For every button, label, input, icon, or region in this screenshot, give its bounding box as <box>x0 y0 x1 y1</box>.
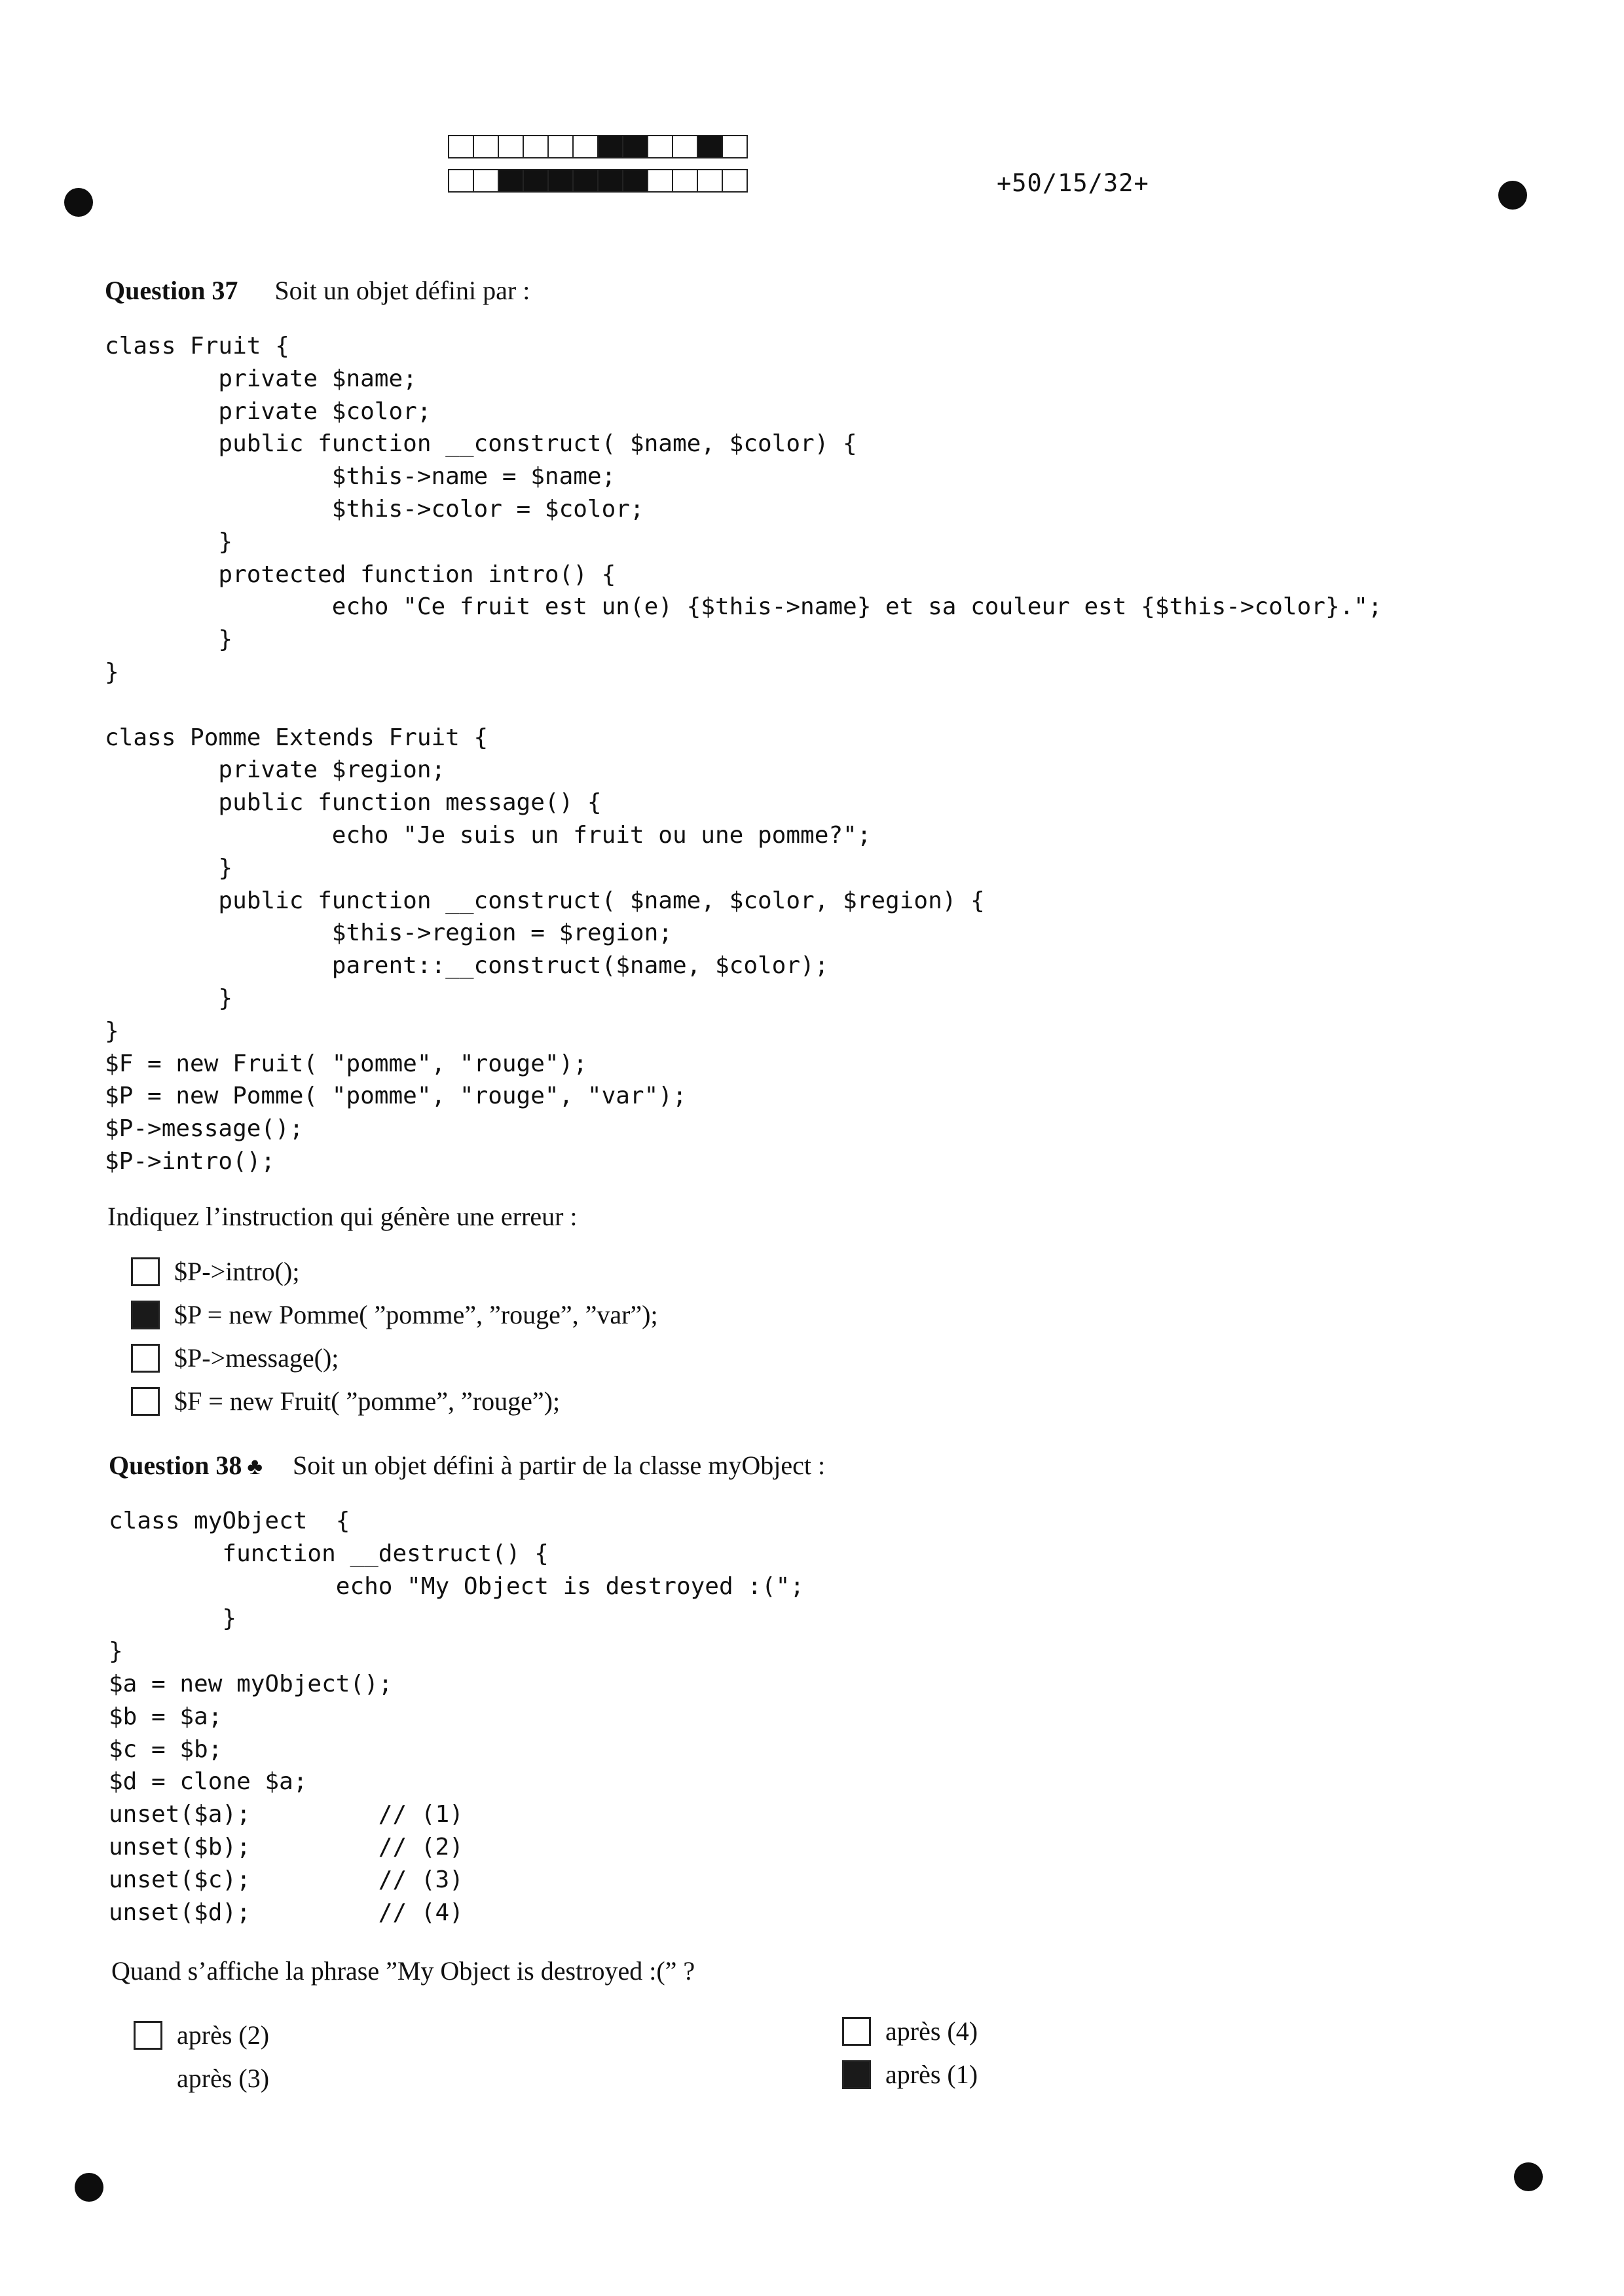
grid-cell-empty <box>523 135 549 158</box>
grid-cell-filled <box>498 169 524 193</box>
grid-cell-empty <box>448 169 474 193</box>
question-label: Question 38 <box>109 1451 242 1480</box>
q38-choice-2[interactable] <box>134 2063 269 2094</box>
choice-label: après (4) <box>885 2016 978 2046</box>
question-37-prompt: Indiquez l’instruction qui génère une erreur : <box>107 1202 578 1231</box>
grid-cell-empty <box>672 135 698 158</box>
checkbox[interactable] <box>134 2021 162 2050</box>
id-code-grid-bottom <box>448 169 747 193</box>
choice-label: $F = new Fruit( ”pomme”, ”rouge”); <box>174 1386 561 1416</box>
question-37-code: class Fruit { private $name; private $color; public function __construct( $name, $color) { $this->name = $name; $this->color = $color; } protected function intro() { echo "Ce fruit est un(e) {$this->name} et sa couleur est {$this->color}."; } } class Pomme Extends Fruit { private $region; public function message() { echo "Je suis un fruit ou une pomme?"; } public function __construct( $name, $color, $region) { $this->region = $region; parent::__construct($name, $color); } } $F = new Fruit( "pomme", "rouge"); $P = new Pomme( "pomme", "rouge", "var"); $P->message(); $P->intro(); <box>105 333 1382 1175</box>
question-38-header <box>109 1450 825 1481</box>
grid-cell-empty <box>672 169 698 193</box>
q38-choice-3[interactable] <box>842 2016 978 2046</box>
choice-label: après (2) <box>177 2020 270 2050</box>
registration-mark-top-right <box>1498 181 1527 210</box>
q38-choice-1[interactable] <box>134 2020 269 2050</box>
registration-mark-bottom-left <box>75 2173 103 2202</box>
question-text: Soit un objet défini à partir de la classe myObject : <box>292 1451 826 1480</box>
grid-cell-filled <box>547 169 574 193</box>
grid-cell-empty <box>572 135 599 158</box>
grid-cell-empty <box>547 135 574 158</box>
question-38-prompt: Quand s’affiche la phrase ”My Object is destroyed :(” ? <box>111 1956 695 1986</box>
question-label: Question 37 <box>105 276 238 305</box>
grid-cell-empty <box>473 135 499 158</box>
checkbox-checked[interactable] <box>131 1301 160 1329</box>
checkbox[interactable] <box>131 1257 160 1286</box>
page-id: +50/15/32+ <box>997 169 1149 197</box>
id-code-grid-top <box>448 135 747 158</box>
choice-label: après (1) <box>885 2060 978 2089</box>
q37-choice-3[interactable] <box>131 1342 339 1373</box>
choice-label: $P = new Pomme( ”pomme”, ”rouge”, ”var”); <box>174 1300 658 1329</box>
grid-cell-empty <box>647 135 673 158</box>
grid-cell-empty <box>722 169 748 193</box>
registration-mark-bottom-right <box>1514 2162 1543 2191</box>
question-37-header <box>105 275 530 306</box>
question-38-code: class myObject { function __destruct() { echo "My Object is destroyed :("; } } $a = new myObject(); $b = $a; $c = $b; $d = clone $a; unset($a); // (1) unset($b); // (2) unset($c); // (3) unset($d); // (4) <box>109 1508 805 1926</box>
q37-choice-1[interactable] <box>131 1256 299 1287</box>
choice-label: après (3) <box>177 2064 270 2093</box>
grid-cell-filled <box>597 169 623 193</box>
grid-cell-empty <box>647 169 673 193</box>
q37-choice-2[interactable] <box>131 1299 658 1330</box>
checkbox[interactable] <box>842 2017 871 2046</box>
grid-cell-filled <box>597 135 623 158</box>
grid-cell-empty <box>473 169 499 193</box>
registration-mark-top-left <box>64 188 93 217</box>
q37-choice-4[interactable] <box>131 1386 560 1416</box>
checkbox[interactable] <box>131 1344 160 1373</box>
q38-choice-4[interactable] <box>842 2059 978 2090</box>
grid-cell-empty <box>448 135 474 158</box>
checkbox[interactable] <box>134 2064 162 2093</box>
checkbox-checked[interactable] <box>842 2060 871 2089</box>
grid-cell-filled <box>572 169 599 193</box>
grid-cell-filled <box>697 135 723 158</box>
grid-cell-filled <box>622 169 648 193</box>
checkbox[interactable] <box>131 1387 160 1416</box>
grid-cell-empty <box>697 169 723 193</box>
club-icon: ♣ <box>247 1453 263 1479</box>
question-text: Soit un objet défini par : <box>274 276 530 305</box>
grid-cell-filled <box>523 169 549 193</box>
choice-label: $P->message(); <box>174 1343 339 1373</box>
choice-label: $P->intro(); <box>174 1257 300 1286</box>
grid-cell-empty <box>498 135 524 158</box>
grid-cell-empty <box>722 135 748 158</box>
grid-cell-filled <box>622 135 648 158</box>
